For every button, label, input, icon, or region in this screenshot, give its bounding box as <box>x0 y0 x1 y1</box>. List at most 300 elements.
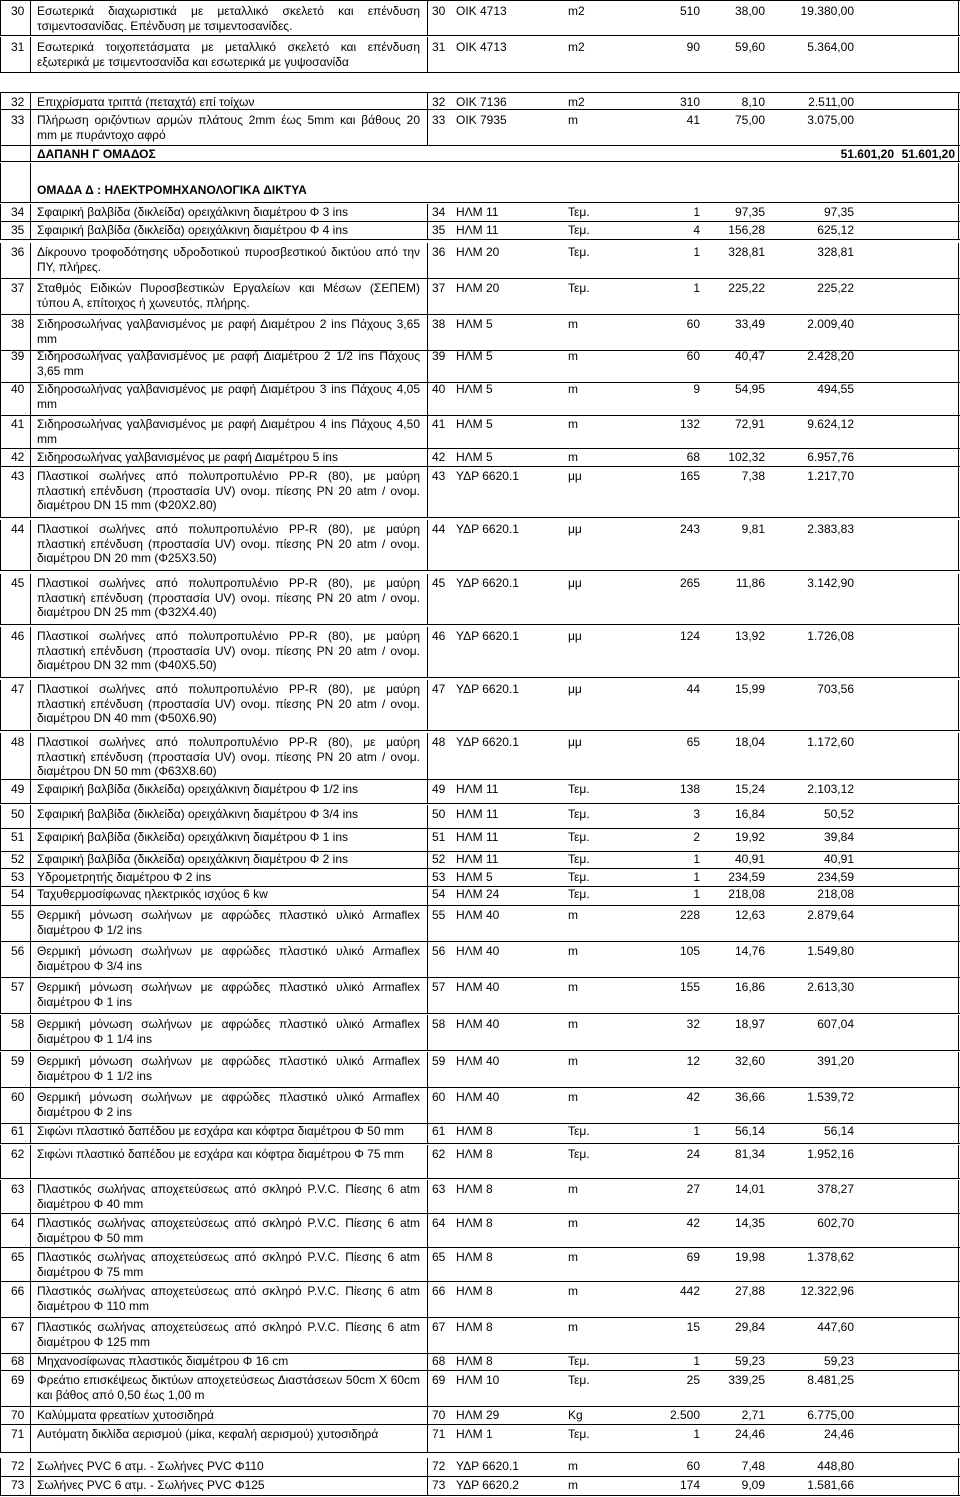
item-unit-price: 27,88 <box>734 1284 765 1298</box>
item-total: 494,55 <box>817 382 854 396</box>
column-divider <box>30 627 31 678</box>
item-unit-price: 7,38 <box>741 469 765 483</box>
item-quantity: 1 <box>693 205 700 219</box>
item-unit-price: 29,84 <box>734 1320 765 1334</box>
table-row <box>0 1318 960 1354</box>
item-ref-number: 30 <box>432 4 446 18</box>
column-divider <box>427 574 428 625</box>
item-quantity: 2.500 <box>669 1408 700 1422</box>
item-quantity: 32 <box>686 1017 700 1031</box>
column-divider <box>427 1 428 36</box>
column-divider <box>958 279 959 315</box>
subtotal-value: 51.601,20 <box>840 147 894 161</box>
column-divider <box>0 1145 1 1179</box>
item-ref-number: 67 <box>432 1320 446 1334</box>
column-divider <box>958 1052 959 1088</box>
item-unit: m2 <box>568 4 585 18</box>
item-ref-number: 35 <box>432 223 446 237</box>
column-divider <box>30 1145 31 1179</box>
item-unit-price: 328,81 <box>728 245 765 259</box>
item-quantity: 165 <box>679 469 700 483</box>
item-unit-price: 40,47 <box>734 349 765 363</box>
column-divider <box>427 204 428 222</box>
column-divider <box>958 1248 959 1282</box>
column-divider <box>958 1318 959 1354</box>
column-divider <box>30 1122 31 1144</box>
item-code: ΗΛΜ 1 <box>456 1427 493 1441</box>
item-unit: μμ <box>568 629 582 643</box>
item-unit-price: 14,01 <box>734 1182 765 1196</box>
item-total: 378,27 <box>817 1182 854 1196</box>
item-code: ΗΛΜ 11 <box>456 205 499 219</box>
item-description: Καλύμματα φρεατίων χυτοσιδηρά <box>37 1408 214 1422</box>
item-number: 49 <box>11 782 25 796</box>
table-row <box>0 449 960 467</box>
item-unit: m <box>568 1478 578 1492</box>
item-unit: Τεμ. <box>568 887 590 901</box>
table-row <box>0 1353 960 1371</box>
column-divider <box>30 163 31 203</box>
column-divider <box>30 520 31 571</box>
item-unit: m <box>568 1459 578 1473</box>
item-total: 50,52 <box>823 807 854 821</box>
table-row <box>0 869 960 887</box>
table-row <box>0 1145 960 1179</box>
column-divider <box>0 1248 1 1282</box>
item-unit: Τεμ. <box>568 223 590 237</box>
column-divider <box>0 315 1 351</box>
table-row <box>0 243 960 279</box>
item-ref-number: 64 <box>432 1216 446 1230</box>
item-unit: m <box>568 382 578 396</box>
item-quantity: 1 <box>693 887 700 901</box>
column-divider <box>0 574 1 625</box>
item-description: Θερμική μόνωση σωλήνων με αφρώδες πλαστικό υλικό Armaflex διαμέτρου Φ 1 ins <box>37 980 420 1009</box>
item-code: ΗΛΜ 5 <box>456 382 493 396</box>
item-quantity: 155 <box>679 980 700 994</box>
item-unit: m <box>568 1320 578 1334</box>
item-unit-price: 36,66 <box>734 1090 765 1104</box>
item-number: 50 <box>11 807 25 821</box>
item-description: Πλαστικός σωλήνας αποχετεύσεως από σκληρό P.V.C. Πίεσης 6 atm διαμέτρου Φ 40 mm <box>37 1182 420 1211</box>
item-total: 97,35 <box>823 205 854 219</box>
column-divider <box>0 146 1 162</box>
item-quantity: 1 <box>693 852 700 866</box>
item-total: 225,22 <box>817 281 854 295</box>
column-divider <box>30 110 31 146</box>
item-number: 63 <box>11 1182 25 1196</box>
item-number: 66 <box>11 1284 25 1298</box>
item-ref-number: 47 <box>432 682 446 696</box>
column-divider <box>958 1122 959 1144</box>
item-code: ΥΔΡ 6620.1 <box>456 576 519 590</box>
column-divider <box>0 1214 1 1248</box>
table-row <box>0 828 960 852</box>
item-number: 45 <box>11 576 25 590</box>
item-description: Υδρομετρητής διαμέτρου Φ 2 ins <box>37 870 212 884</box>
column-divider <box>427 1145 428 1179</box>
column-divider <box>958 574 959 625</box>
item-quantity: 510 <box>679 4 700 18</box>
item-unit: m <box>568 450 578 464</box>
item-code: ΗΛΜ 5 <box>456 317 493 331</box>
item-total: 1.378,62 <box>807 1250 854 1264</box>
item-description: Σταθμός Ειδικών Πυροσβεστικών Εργαλείων και Μέσων (ΣΕΠΕΜ) τύπου Α, επίτοιχος ή χωνευτός, πλήρης. <box>37 281 420 310</box>
item-unit: Τεμ. <box>568 870 590 884</box>
item-unit: Τεμ. <box>568 1147 590 1161</box>
item-total: 9.624,12 <box>807 417 854 431</box>
item-unit-price: 15,24 <box>734 782 765 796</box>
item-description: Σιδηροσωλήνας γαλβανισμένος με ραφή Διαμέτρου 2 ins Πάχους 3,65 mm <box>37 317 420 346</box>
item-unit: m2 <box>568 40 585 54</box>
item-ref-number: 42 <box>432 450 446 464</box>
item-total: 2.613,30 <box>807 980 854 994</box>
item-code: ΗΛΜ 20 <box>456 281 500 295</box>
item-ref-number: 37 <box>432 281 446 295</box>
column-divider <box>958 1458 959 1477</box>
item-code: ΗΛΜ 40 <box>456 944 500 958</box>
column-divider <box>30 906 31 942</box>
table-row <box>0 222 960 240</box>
item-unit-price: 234,59 <box>728 870 765 884</box>
column-divider <box>30 415 31 449</box>
item-number: 60 <box>11 1090 25 1104</box>
item-description: Δίκρουνο τροφοδότησης υδροδοτικού πυροσβεστικού δικτύου από την ΠΥ, πλήρες. <box>37 245 420 274</box>
column-divider <box>427 1088 428 1124</box>
item-ref-number: 49 <box>432 782 446 796</box>
column-divider <box>427 886 428 906</box>
item-quantity: 174 <box>679 1478 700 1492</box>
item-unit: m2 <box>568 95 585 109</box>
item-total: 2.009,40 <box>807 317 854 331</box>
item-total: 40,91 <box>823 852 854 866</box>
item-ref-number: 33 <box>432 113 446 127</box>
item-total: 1.726,08 <box>807 629 854 643</box>
column-divider <box>0 279 1 315</box>
item-description: Αυτόματη δικλίδα αερισμού (μίκα, κεφαλή αερισμού) χυτοσιδηρά <box>37 1427 379 1441</box>
column-divider <box>958 1214 959 1248</box>
column-divider <box>427 1477 428 1496</box>
item-code: ΟΙΚ 4713 <box>456 4 507 18</box>
group-subtotal-row <box>0 146 960 162</box>
column-divider <box>958 467 959 518</box>
item-ref-number: 54 <box>432 887 446 901</box>
table-row <box>0 1214 960 1248</box>
table-row <box>0 0 960 36</box>
item-code: ΟΙΚ 4713 <box>456 40 507 54</box>
table-row <box>0 733 960 780</box>
column-divider <box>958 146 959 162</box>
item-unit: μμ <box>568 469 582 483</box>
item-total: 2.383,83 <box>807 522 854 536</box>
item-unit: m <box>568 980 578 994</box>
column-divider <box>30 828 31 852</box>
item-ref-number: 39 <box>432 349 446 363</box>
item-unit: Τεμ. <box>568 205 590 219</box>
item-total: 2.879,64 <box>807 908 854 922</box>
item-number: 46 <box>11 629 25 643</box>
item-description: Σιφώνι πλαστικό δαπέδου με εσχάρα και κόφτρα διαμέτρου Φ 50 mm <box>37 1124 404 1138</box>
item-total: 59,23 <box>823 1354 854 1368</box>
item-total: 448,80 <box>817 1459 854 1473</box>
column-divider <box>0 1122 1 1144</box>
column-divider <box>0 942 1 978</box>
table-row <box>0 627 960 678</box>
column-divider <box>427 243 428 279</box>
item-unit-price: 339,25 <box>728 1373 765 1387</box>
item-unit-price: 15,99 <box>734 682 765 696</box>
item-unit: m <box>568 1017 578 1031</box>
item-quantity: 42 <box>686 1216 700 1230</box>
column-divider <box>958 1407 959 1425</box>
column-divider <box>30 869 31 887</box>
item-description: Σιδηροσωλήνας γαλβανισμένος με ραφή Διαμέτρου 3 ins Πάχους 4,05 mm <box>37 382 420 411</box>
item-code: ΥΔΡ 6620.2 <box>456 1478 519 1492</box>
column-divider <box>30 851 31 869</box>
item-ref-number: 48 <box>432 735 446 749</box>
column-divider <box>427 222 428 240</box>
item-code: ΗΛΜ 24 <box>456 887 500 901</box>
item-quantity: 105 <box>679 944 700 958</box>
item-code: ΗΛΜ 40 <box>456 980 500 994</box>
item-quantity: 265 <box>679 576 700 590</box>
item-number: 30 <box>11 4 25 18</box>
column-divider <box>30 942 31 978</box>
column-divider <box>427 347 428 383</box>
column-divider <box>0 1407 1 1425</box>
item-quantity: 25 <box>686 1373 700 1387</box>
item-unit: Τεμ. <box>568 830 590 844</box>
item-description: Μηχανοσίφωνας πλαστικός διαμέτρου Φ 16 cm <box>37 1354 289 1368</box>
item-quantity: 12 <box>686 1054 700 1068</box>
item-unit: m <box>568 1182 578 1196</box>
item-quantity: 1 <box>693 1427 700 1441</box>
item-unit-price: 12,63 <box>734 908 765 922</box>
item-unit-price: 19,92 <box>734 830 765 844</box>
item-description: Πλαστικός σωλήνας αποχετεύσεως από σκληρό P.V.C. Πίεσης 6 atm διαμέτρου Φ 125 mm <box>37 1320 420 1349</box>
item-total: 6.957,76 <box>807 450 854 464</box>
item-number: 42 <box>11 450 25 464</box>
item-number: 44 <box>11 522 25 536</box>
item-ref-number: 36 <box>432 245 446 259</box>
item-description: Σωλήνες PVC 6 ατμ. - Σωλήνες PVC Φ125 <box>37 1478 265 1492</box>
item-ref-number: 31 <box>432 40 446 54</box>
item-description: Θερμική μόνωση σωλήνων με αφρώδες πλαστικό υλικό Armaflex διαμέτρου Φ 1/2 ins <box>37 908 420 937</box>
column-divider <box>0 1477 1 1496</box>
column-divider <box>427 415 428 449</box>
item-total: 12.322,96 <box>800 1284 854 1298</box>
item-code: ΗΛΜ 11 <box>456 852 499 866</box>
item-number: 68 <box>11 1354 25 1368</box>
table-row <box>0 780 960 804</box>
column-divider <box>0 449 1 467</box>
column-divider <box>427 1353 428 1371</box>
item-number: 57 <box>11 980 25 994</box>
table-row <box>0 574 960 625</box>
item-total: 2.511,00 <box>808 95 854 109</box>
item-unit-price: 19,98 <box>734 1250 765 1264</box>
item-description: Σιφώνι πλαστικό δαπέδου με εσχάρα και κόφτρα διαμέτρου Φ 75 mm <box>37 1147 404 1161</box>
item-unit-price: 59,60 <box>734 40 765 54</box>
item-ref-number: 71 <box>432 1427 446 1441</box>
item-ref-number: 46 <box>432 629 446 643</box>
column-divider <box>30 1282 31 1318</box>
column-divider <box>30 1 31 36</box>
item-unit-price: 218,08 <box>728 887 765 901</box>
item-unit: μμ <box>568 682 582 696</box>
column-divider <box>958 978 959 1014</box>
item-unit: Τεμ. <box>568 807 590 821</box>
item-description: Πλαστικοί σωλήνες από πολυπροπυλένιο PP-R (80), με μαύρη πλαστική επένδυση (προστασία UV) ονομ. πίεσης PN 20 atm / ονομ. διαμέτρου DN 40 mm (Φ50Χ6.90) <box>37 682 420 725</box>
table-row <box>0 1477 960 1496</box>
column-divider <box>958 1088 959 1124</box>
item-total: 56,14 <box>823 1124 854 1138</box>
item-number: 70 <box>11 1408 25 1422</box>
item-unit: μμ <box>568 735 582 749</box>
item-unit-price: 72,91 <box>734 417 765 431</box>
item-total: 8.481,25 <box>807 1373 854 1387</box>
section-header-row <box>0 163 960 203</box>
column-divider <box>427 1371 428 1407</box>
item-unit-price: 38,00 <box>734 4 765 18</box>
item-code: ΗΛΜ 8 <box>456 1250 493 1264</box>
column-divider <box>0 851 1 869</box>
item-total: 703,56 <box>817 682 854 696</box>
item-quantity: 44 <box>686 682 700 696</box>
column-divider <box>958 1282 959 1318</box>
column-divider <box>0 1282 1 1318</box>
column-divider <box>958 204 959 222</box>
column-divider <box>427 520 428 571</box>
column-divider <box>958 1425 959 1453</box>
item-unit: μμ <box>568 522 582 536</box>
item-unit-price: 7,48 <box>741 1459 765 1473</box>
column-divider <box>427 1318 428 1354</box>
item-quantity: 27 <box>686 1182 700 1196</box>
column-divider <box>427 1407 428 1425</box>
item-description: Πλαστικός σωλήνας αποχετεύσεως από σκληρό P.V.C. Πίεσης 6 atm διαμέτρου Φ 75 mm <box>37 1250 420 1279</box>
item-ref-number: 73 <box>432 1478 446 1492</box>
column-divider <box>0 1458 1 1477</box>
column-divider <box>427 1248 428 1282</box>
item-description: Σιδηροσωλήνας γαλβανισμένος με ραφή Διαμέτρου 5 ins <box>37 450 338 464</box>
column-divider <box>427 828 428 852</box>
column-divider <box>958 805 959 829</box>
table-row <box>0 415 960 449</box>
item-total: 39,84 <box>823 830 854 844</box>
item-ref-number: 34 <box>432 205 446 219</box>
item-ref-number: 70 <box>432 1408 446 1422</box>
item-description: Πλαστικοί σωλήνες από πολυπροπυλένιο PP-R (80), με μαύρη πλαστική επένδυση (προστασία UV) ονομ. πίεσης PN 20 atm / ονομ. διαμέτρου DN 15 mm (Φ20Χ2.80) <box>37 469 420 512</box>
item-unit-price: 225,22 <box>728 281 765 295</box>
item-number: 52 <box>11 852 25 866</box>
item-unit: m <box>568 113 578 127</box>
item-quantity: 442 <box>679 1284 700 1298</box>
item-number: 53 <box>11 870 25 884</box>
item-ref-number: 65 <box>432 1250 446 1264</box>
item-ref-number: 69 <box>432 1373 446 1387</box>
item-code: ΗΛΜ 8 <box>456 1284 493 1298</box>
column-divider <box>958 1477 959 1496</box>
column-divider <box>958 110 959 146</box>
item-number: 35 <box>11 223 25 237</box>
item-unit: μμ <box>568 576 582 590</box>
table-row <box>0 110 960 146</box>
item-unit: m <box>568 1054 578 1068</box>
item-total: 1.549,80 <box>807 944 854 958</box>
item-total: 1.217,70 <box>807 469 854 483</box>
table-row <box>0 1248 960 1282</box>
item-total: 2.103,12 <box>807 782 854 796</box>
column-divider <box>427 1015 428 1051</box>
item-unit-price: 97,35 <box>734 205 765 219</box>
item-unit-price: 11,86 <box>735 576 765 590</box>
item-ref-number: 43 <box>432 469 446 483</box>
column-divider <box>958 1015 959 1051</box>
item-code: ΗΛΜ 5 <box>456 450 493 464</box>
item-total: 24,46 <box>823 1427 854 1441</box>
column-divider <box>0 1 1 36</box>
item-ref-number: 60 <box>432 1090 446 1104</box>
item-ref-number: 40 <box>432 382 446 396</box>
item-quantity: 15 <box>686 1320 700 1334</box>
column-divider <box>427 627 428 678</box>
column-divider <box>427 851 428 869</box>
table-row <box>0 680 960 731</box>
item-unit: Τεμ. <box>568 1354 590 1368</box>
table-row <box>0 315 960 351</box>
item-number: 34 <box>11 205 25 219</box>
column-divider <box>427 942 428 978</box>
column-divider <box>0 886 1 906</box>
item-code: ΗΛΜ 11 <box>456 782 499 796</box>
item-unit-price: 18,04 <box>734 735 765 749</box>
item-number: 73 <box>11 1478 25 1492</box>
item-unit-price: 14,35 <box>734 1216 765 1230</box>
column-divider <box>958 347 959 383</box>
table-row <box>0 886 960 906</box>
table-row <box>0 92 960 110</box>
item-code: ΗΛΜ 8 <box>456 1182 493 1196</box>
item-code: ΟΙΚ 7136 <box>456 95 507 109</box>
item-unit: Τεμ. <box>568 1373 590 1387</box>
item-quantity: 124 <box>679 629 700 643</box>
item-code: ΥΔΡ 6620.1 <box>456 1459 519 1473</box>
item-unit-price: 75,00 <box>734 113 765 127</box>
item-code: ΗΛΜ 29 <box>456 1408 500 1422</box>
column-divider <box>958 93 959 110</box>
item-unit-price: 18,97 <box>734 1017 765 1031</box>
item-code: ΗΛΜ 20 <box>456 245 500 259</box>
item-code: ΗΛΜ 11 <box>456 830 499 844</box>
item-code: ΗΛΜ 8 <box>456 1216 493 1230</box>
item-ref-number: 63 <box>432 1182 446 1196</box>
item-number: 59 <box>11 1054 25 1068</box>
item-code: ΗΛΜ 40 <box>456 1054 500 1068</box>
item-ref-number: 56 <box>432 944 446 958</box>
item-description: Σιδηροσωλήνας γαλβανισμένος με ραφή Διαμέτρου 2 1/2 ins Πάχους 3,65 mm <box>37 349 420 378</box>
item-description: Σωλήνες PVC 6 ατμ. - Σωλήνες PVC Φ110 <box>37 1459 264 1473</box>
table-row <box>0 805 960 829</box>
item-description: Εσωτερικά διαχωριστικά με μεταλλικό σκελετό και επένδυση τσιμεντοσανίδας. Επένδυση με τσιμεντοσανίδες. <box>37 4 420 33</box>
item-ref-number: 45 <box>432 576 446 590</box>
item-total: 1.581,66 <box>807 1478 854 1492</box>
item-total: 6.775,00 <box>807 1408 854 1422</box>
column-divider <box>427 93 428 110</box>
item-total: 2.428,20 <box>807 349 854 363</box>
item-unit: Τεμ. <box>568 1427 590 1441</box>
column-divider <box>0 467 1 518</box>
